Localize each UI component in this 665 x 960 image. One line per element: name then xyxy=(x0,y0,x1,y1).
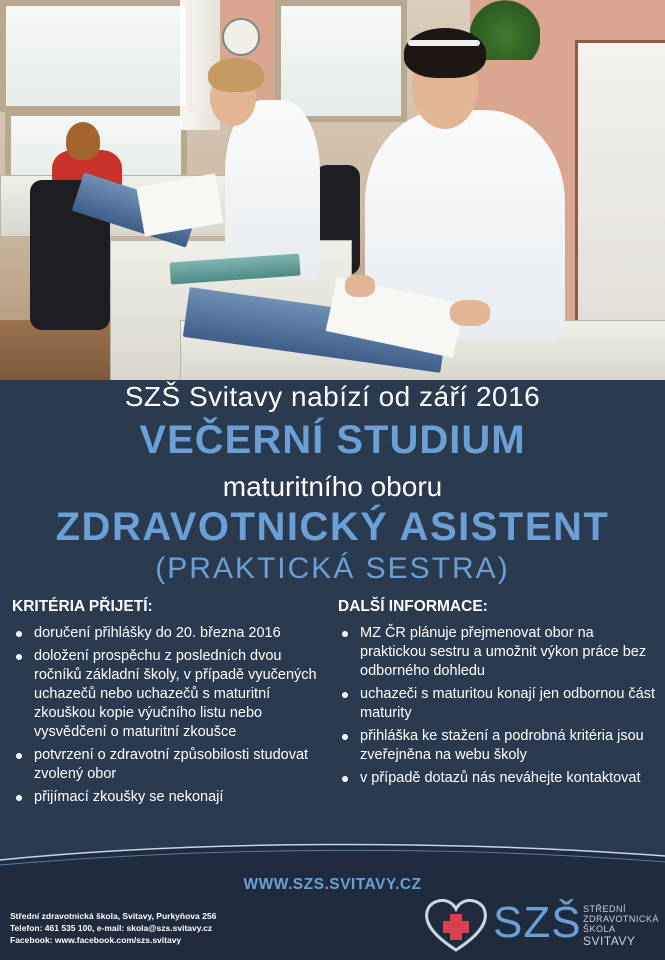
website-link[interactable]: WWW.SZS.SVITAVY.CZ xyxy=(243,876,422,893)
facebook-text: Facebook: www.facebook.com/szs.svitavy xyxy=(10,935,182,945)
heart-cross-icon xyxy=(423,896,489,954)
bullet-icon xyxy=(16,753,22,759)
logo-line: SVITAVY xyxy=(583,934,636,948)
logo-abbreviation: SZŠ xyxy=(493,898,582,947)
criteria-item xyxy=(12,746,330,784)
bullet-icon xyxy=(16,654,22,660)
criteria-item xyxy=(12,788,330,807)
criteria-item xyxy=(12,647,330,742)
phone-email-text: Telefon: 461 535 100, e-mail: skola@szs.svitavy.cz xyxy=(10,923,213,933)
title-program: ZDRAVOTNICKÝ ASISTENT xyxy=(55,505,610,549)
bullet-icon xyxy=(342,776,348,782)
subtitle-text: maturitního oboru xyxy=(222,471,443,502)
title-evening-study: VEČERNÍ STUDIUM xyxy=(139,418,526,462)
bullet-icon xyxy=(342,692,348,698)
info-item-text: v případě dotazů nás neváhejte kontaktovat xyxy=(360,770,641,786)
criteria-item-text: doručení přihlášky do 20. března 2016 xyxy=(34,625,281,641)
photo-nurses-at-desk xyxy=(0,0,665,380)
info-list xyxy=(338,624,658,788)
info-section xyxy=(338,598,658,792)
decorative-swoosh xyxy=(0,838,665,878)
criteria-list xyxy=(12,624,330,807)
criteria-item-text: potvrzení o zdravotní způsobilosti studovat zvolený obor xyxy=(34,747,309,782)
logo-line: STŘEDNÍ xyxy=(583,904,627,914)
school-logo xyxy=(423,896,663,956)
info-item xyxy=(338,685,658,723)
bullet-icon xyxy=(342,631,348,637)
bullet-icon xyxy=(16,631,22,637)
logo-school-name xyxy=(583,904,665,948)
logo-line: ŠKOLA xyxy=(583,924,616,934)
contact-info xyxy=(10,910,216,946)
info-heading: DALŠÍ INFORMACE: xyxy=(338,598,488,615)
criteria-item-text: doložení prospěchu z posledních dvou ročníků základní školy, v případě vyučených uchazečů nebo uchazečů s maturitní zkouškou kopie výučního listu nebo vysvědčení o maturitní zkoušce xyxy=(34,648,317,740)
address-text: Střední zdravotnická škola, Svitavy, Purkyňova 256 xyxy=(10,911,217,921)
bullet-icon xyxy=(16,795,22,801)
criteria-item xyxy=(12,624,330,643)
info-item xyxy=(338,727,658,765)
criteria-item-text: přijímací zkoušky se nekonají xyxy=(34,789,224,805)
bullet-icon xyxy=(342,734,348,740)
logo-line: ZDRAVOTNICKÁ xyxy=(583,914,659,924)
intro-text: SZŠ Svitavy nabízí od září 2016 xyxy=(124,381,541,412)
info-item-text: MZ ČR plánuje přejmenovat obor na praktickou sestru a umožnit výkon práce bez odborného dohledu xyxy=(360,625,647,679)
info-item-text: uchazeči s maturitou konají jen odbornou část maturity xyxy=(360,686,656,721)
info-item xyxy=(338,624,658,681)
footer xyxy=(0,838,665,960)
info-item xyxy=(338,769,658,788)
title-practical-nurse: (PRAKTICKÁ SESTRA) xyxy=(155,552,510,585)
criteria-section xyxy=(12,598,330,811)
criteria-heading: KRITÉRIA PŘIJETÍ: xyxy=(12,598,153,615)
info-item-text: přihláška ke stažení a podrobná kritéria jsou zveřejněna na webu školy xyxy=(360,728,644,763)
